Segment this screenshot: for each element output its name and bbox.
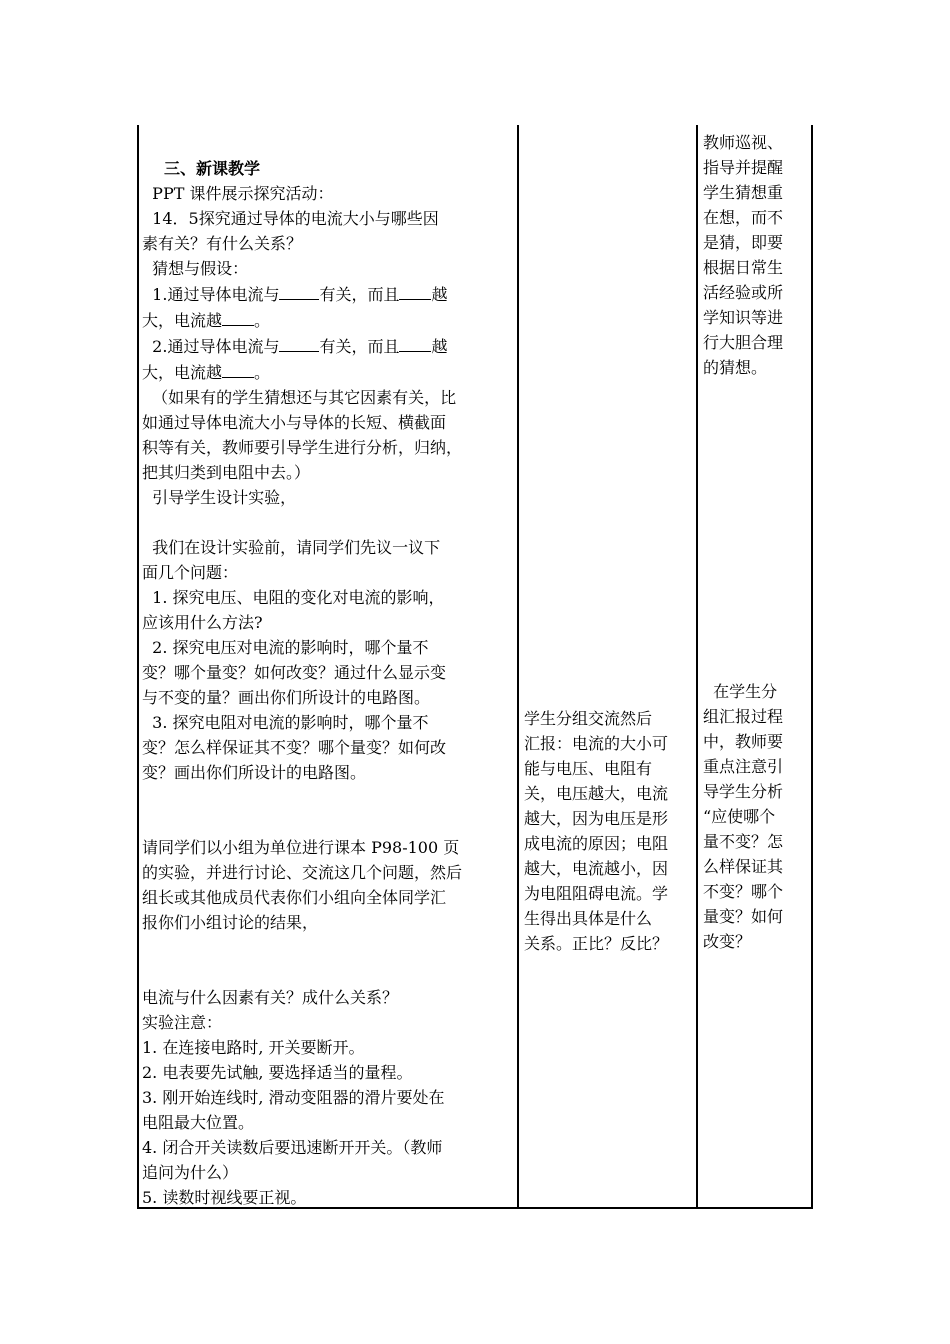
text-line: 组长或其他成员代表你们小组向全体同学汇 [142,888,447,907]
text-line: 把其归类到电阻中去。） [142,463,311,482]
text-line: 1. 探究电压、电阻的变化对电流的影响， [142,588,445,607]
text-line: 行大胆合理 [703,333,784,352]
table-border-left [137,125,139,1209]
text-line: 3. 刚开始连线时, 滑动变阻器的滑片要处在 [142,1088,445,1107]
text-line: 实验注意： [142,1013,223,1032]
text-line: 生得出具体是什么 [524,909,653,928]
text-line: 为电阻阻碍电流。学 [524,884,669,903]
text-line: 在学生分 [703,682,778,701]
text-line: 14．5探究通过导体的电流大小与哪些因 [142,209,439,228]
text-line: 学知识等进 [703,308,784,327]
text-line: 的猜想。 [703,358,768,377]
fill-blank [399,281,431,300]
table-divider-2 [696,125,698,1209]
text-line: 能与电压、电阻有 [524,759,653,778]
text-line: 关，电压越大，电流 [524,784,669,803]
text-line: 量不变？怎 [703,832,784,851]
table-divider-1 [517,125,519,1209]
text-line: 导学生分析 [703,782,784,801]
text-line: 变？哪个量变？如何改变？通过什么显示变 [142,663,447,682]
text-line: 猜想与假设： [142,259,249,278]
text-line: 汇报：电流的大小可 [524,734,669,753]
text-line: 请同学们以小组为单位进行课本 P98-100 页 [142,838,460,857]
text-line: 1. 在连接电路时, 开关要断开。 [142,1038,365,1057]
text-line: 追问为什么） [142,1163,239,1182]
fill-blank [279,333,319,352]
text-line: 2. 电表要先试触, 要选择适当的量程。 [142,1063,413,1082]
text-line: PPT 课件展示探究活动： [142,184,334,203]
fill-blank [279,281,319,300]
teaching-column [142,125,514,1210]
text-line: 如通过导体电流大小与导体的长短、横截面 [142,413,447,432]
text-line: “应使哪个 [703,807,776,826]
text-line: 成电流的原因；电阻 [524,834,669,853]
text-line: 活经验或所 [703,283,784,302]
teacher-note-column [703,130,809,380]
text-line: 重点注意引 [703,757,784,776]
fill-blank [222,307,254,326]
text-line: 么样保证其 [703,857,784,876]
text-line: 3. 探究电阻对电流的影响时，哪个量不 [142,713,429,732]
text-line: 5. 读数时视线要正视。 [142,1188,307,1207]
text-line: 改变？ [703,932,752,951]
text-line: 应该用什么方法? [142,613,263,632]
text-line: 4. 闭合开关读数后要迅速断开开关。（教师 [142,1138,443,1157]
text-line: 电流与什么因素有关？成什么关系？ [142,988,399,1007]
text-line: 引导学生设计实验， [142,488,297,507]
table-border-right [811,125,813,1209]
text-line: 学生猜想重 [703,183,784,202]
text-line: 越大，电流越小，因 [524,859,669,878]
text-line: 量变？如何 [703,907,784,926]
text-line: 我们在设计实验前，请同学们先议一议下 [142,538,441,557]
text-line: 中，教师要 [703,732,784,751]
text-line: 2. 探究电压对电流的影响时，哪个量不 [142,638,429,657]
fill-blank [399,333,431,352]
text-line: 电阻最大位置。 [142,1113,255,1132]
student-column [524,706,692,956]
text-line: 是猜，即要 [703,233,784,252]
section-heading: 三、新课教学 [164,159,261,178]
guess-line-1: 1.通过导体电流与 有关，而且 越 [142,281,514,307]
text-line: 的实验，并进行讨论、交流这几个问题，然后 [142,863,463,882]
text-line: 积等有关，教师要引导学生进行分析，归纳， [142,438,463,457]
text-line: （如果有的学生猜想还与其它因素有关，比 [142,388,457,407]
lesson-table [137,125,813,1209]
text-line: 报你们小组讨论的结果， [142,913,319,932]
text-line: 教师巡视、 [703,133,784,152]
text-line: 根据日常生 [703,258,784,277]
text-line: 素有关？有什么关系？ [142,234,303,253]
text-line: 组汇报过程 [703,707,784,726]
guess-line-1b: 大，电流越 。 [142,307,514,333]
text-line: 关系。正比？反比？ [524,934,669,953]
text-line: 面几个问题： [142,563,239,582]
text-line: 变？怎么样保证其不变？哪个量变？如何改 [142,738,447,757]
text-line: 指导并提醒 [703,158,784,177]
text-line: 与不变的量？画出你们所设计的电路图。 [142,688,431,707]
teacher-note-column-2 [703,679,809,954]
text-line: 不变？哪个 [703,882,784,901]
text-line: 在想，而不 [703,208,784,227]
guess-line-2: 2.通过导体电流与 有关，而且 越 [142,333,514,359]
fill-blank [222,359,254,378]
text-line: 越大，因为电压是形 [524,809,669,828]
text-line: 学生分组交流然后 [524,709,653,728]
guess-line-2b: 大，电流越 。 [142,359,514,385]
text-line: 变？画出你们所设计的电路图。 [142,763,367,782]
